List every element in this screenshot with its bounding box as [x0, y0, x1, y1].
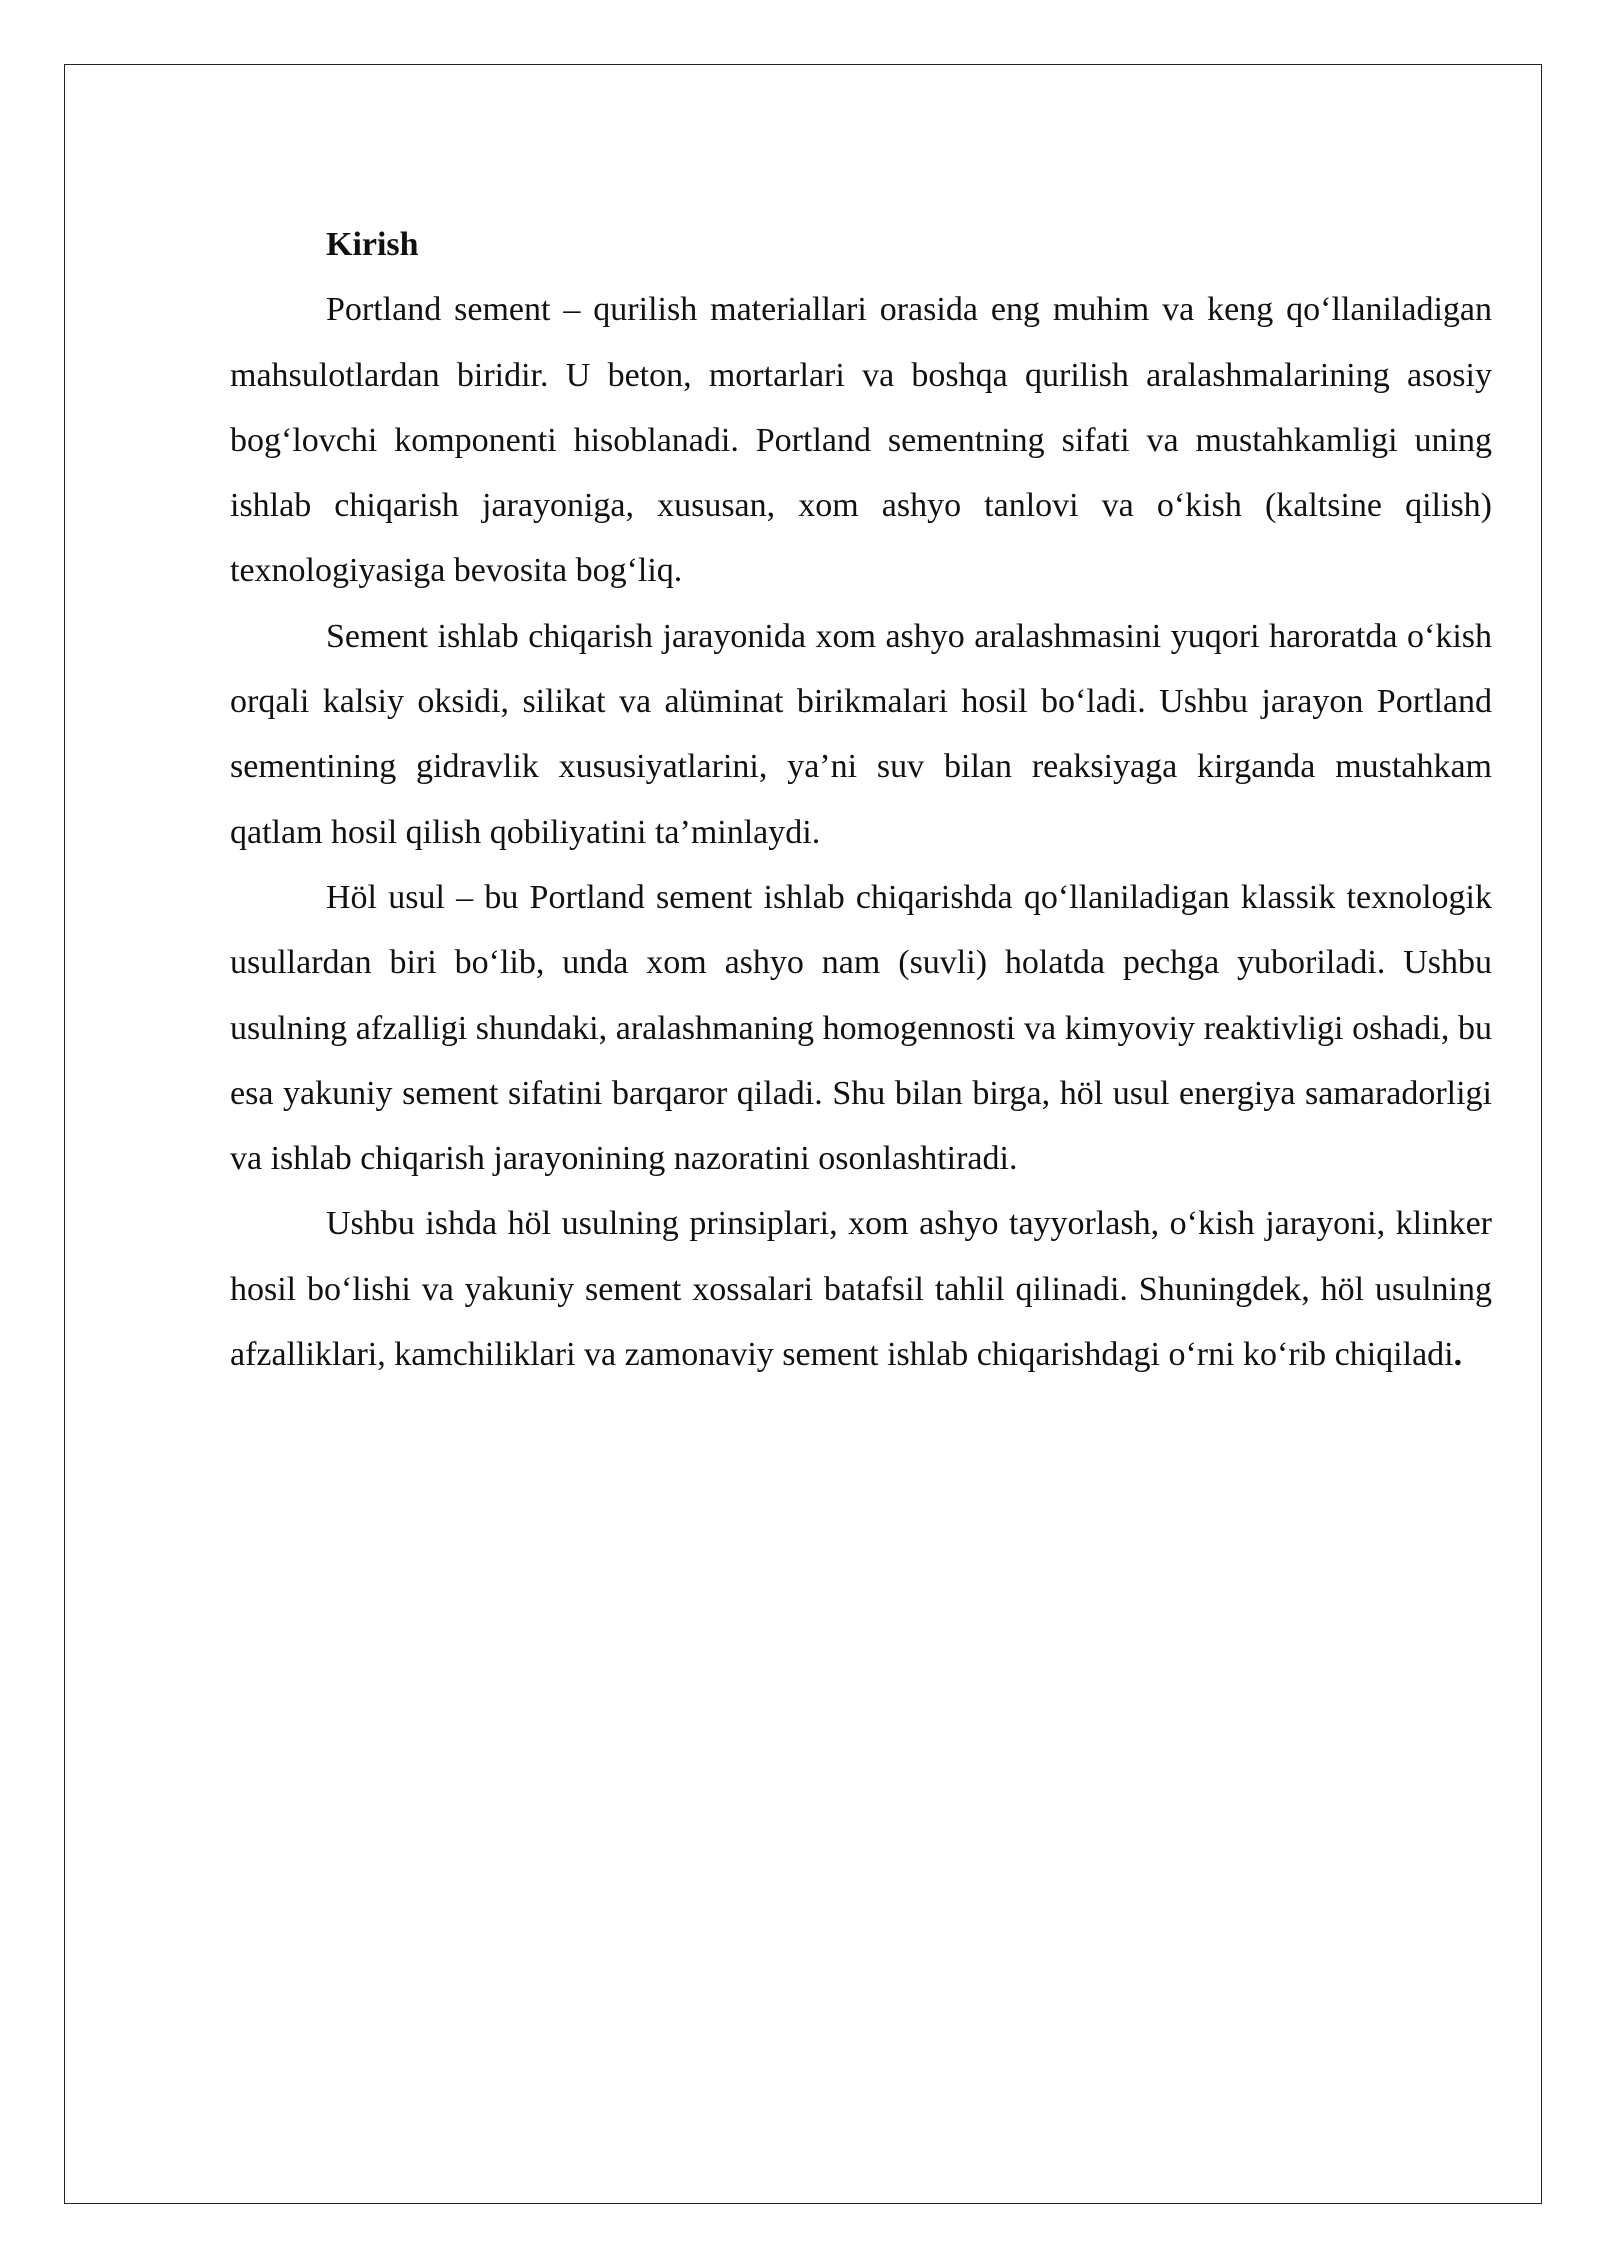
paragraph-1: Portland sement – qurilish materiallari orasida eng muhim va keng qoʻllaniladigan mahsulotlardan biridir. U beton, mortarlari va boshqa qurilish aralashmalarining asosiy bogʻlovchi komponenti hisoblanadi. Portland sementning sifati va mustahkamligi uning ishlab chiqarish jarayoniga, xususan, xom ashyo tanlovi va oʻkish (kaltsine qilish) texnologiyasiga bevosita bogʻliq.	[230, 291, 1492, 590]
paragraph-3: Höl usul – bu Portland sement ishlab chiqarishda qoʻllaniladigan klassik texnologik usullardan biri boʻlib, unda xom ashyo nam (suvli) holatda pechga yuboriladi. Ushbu usulning afzalligi shundaki, aralashmaning homogennosti va kimyoviy reaktivligi oshadi, bu esa yakuniy sement sifatini barqaror qiladi. Shu bilan birga, höl usul energiya samaradorligi va ishlab chiqarish jarayonining nazoratini osonlashtiradi.	[230, 878, 1492, 1178]
section-heading: Kirish	[326, 226, 419, 263]
document-body	[230, 212, 1492, 1387]
paragraph-4-text: Ushbu ishda höl usulning prinsiplari, xom ashyo tayyorlash, oʻkish jarayoni, klinker hosil boʻlishi va yakuniy sement xossalari batafsil tahlil qilinadi. Shuningdek, höl usulning afzalliklari, kamchiliklari va zamonaviy sement ishlab chiqarishdagi oʻrni koʻrib chiqiladi	[230, 1205, 1492, 1374]
paragraph-2: Sement ishlab chiqarish jarayonida xom ashyo aralashmasini yuqori haroratda oʻkish orqali kalsiy oksidi, silikat va alüminat birikmalari hosil boʻladi. Ushbu jarayon Portland sementining gidravlik xususiyatlarini, ya’ni suv bilan reaksiyaga kirganda mustahkam qatlam hosil qilish qobiliyatini ta’minlaydi.	[230, 617, 1492, 851]
paragraph-4-end-mark: .	[1453, 1336, 1463, 1374]
paragraph-4	[230, 1191, 1492, 1387]
